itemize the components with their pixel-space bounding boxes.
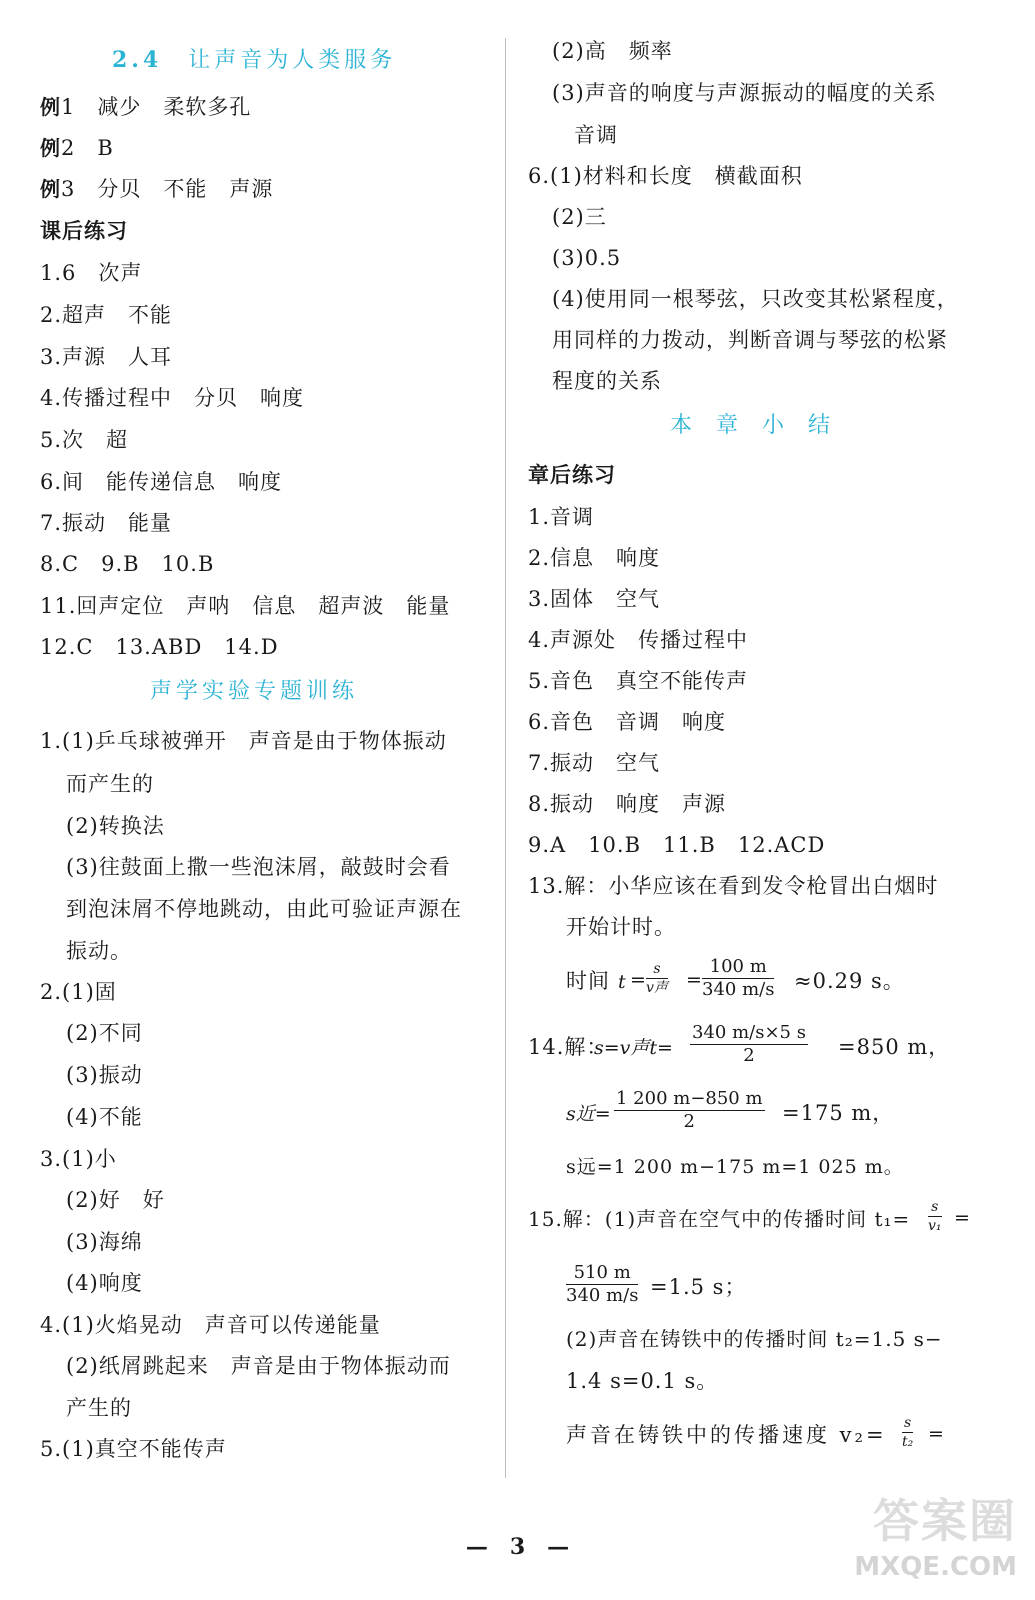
- answer-line: (2)不同: [66, 1021, 143, 1045]
- q15-eq-5: =: [928, 1423, 944, 1445]
- q13-prefix: 时间: [566, 969, 610, 993]
- fraction-denominator: 340 m/s: [566, 1285, 639, 1306]
- answer-line: 7.振动 空气: [528, 751, 661, 775]
- fraction-denominator: v₁: [928, 1218, 942, 1234]
- answer-line: 1.(1)乒乓球被弹开 声音是由于物体振动: [40, 729, 447, 753]
- q14-result-1: =850 m，: [838, 1035, 951, 1059]
- page-dash-right: —: [547, 1534, 570, 1560]
- answer-line: 到泡沫屑不停地跳动，由此可验证声源在: [66, 897, 462, 921]
- fraction-denominator: 2: [743, 1045, 755, 1066]
- q15-fraction-1: [928, 1198, 942, 1235]
- answer-line: 6.音色 音调 响度: [528, 710, 727, 734]
- answer-line: 2.信息 响度: [528, 546, 661, 570]
- page-dash-left: —: [465, 1534, 488, 1560]
- answer-line: (4)使用同一根琴弦，只改变其松紧程度，: [552, 287, 959, 311]
- fraction-denominator: 340 m/s: [702, 979, 775, 1000]
- answer-line: (3)声音的响度与声源振动的幅度的关系: [552, 81, 937, 105]
- q14-result-2: =175 m，: [782, 1101, 895, 1125]
- fraction-numerator: s: [928, 1198, 942, 1217]
- section-title-acoustics: 声学实验专题训练: [150, 679, 359, 704]
- answer-line: 开始计时。: [566, 915, 676, 939]
- q14-sym-2: s近=: [566, 1103, 611, 1125]
- q14-prefix: 14.解：: [528, 1035, 609, 1059]
- answer-line: 4.传播过程中 分贝 响度: [40, 386, 305, 410]
- example-num: 1: [61, 95, 76, 119]
- answer-line: 5.次 超: [40, 428, 129, 452]
- q15-fraction-3: [902, 1414, 913, 1451]
- answer-line: 12.C 13.ABD 14.D: [40, 635, 279, 659]
- answer-line: (3)海绵: [66, 1230, 143, 1254]
- answer-line: (2)三: [552, 205, 607, 229]
- answer-line: 13.解：小华应该在看到发令枪冒出白烟时: [528, 874, 939, 898]
- answer-line: (3)0.5: [552, 246, 622, 270]
- q13-eq1: =: [630, 969, 646, 991]
- answer-line: (2)好 好: [66, 1188, 165, 1212]
- answer-line: (2)纸屑跳起来 声音是由于物体振动而: [66, 1354, 451, 1378]
- q13-t-symbol: t: [618, 971, 626, 993]
- page-number-value: 3: [509, 1534, 526, 1560]
- example-num: 3: [61, 177, 76, 201]
- answer-line: (2)高 频率: [552, 39, 673, 63]
- answer-line: (3)往鼓面上撒一些泡沫屑，敲鼓时会看: [66, 855, 451, 879]
- answer-line: 8.C 9.B 10.B: [40, 552, 215, 576]
- fraction-numerator: s: [646, 960, 668, 979]
- q14-fraction-1: [690, 1022, 808, 1067]
- example-1: [40, 92, 251, 122]
- fraction-denominator: t₂: [902, 1434, 914, 1450]
- example-label: 例: [40, 95, 61, 119]
- answer-line: 音调: [574, 123, 618, 147]
- answer-line: 振动。: [66, 939, 132, 963]
- q15-line-3: (2)声音在铸铁中的传播时间 t₂=1.5 s−: [566, 1327, 943, 1351]
- answer-line: 3.声源 人耳: [40, 345, 173, 369]
- section-title-summary: 本章小结: [670, 413, 855, 438]
- example-3: [40, 174, 273, 204]
- section-number: 2.4: [112, 47, 163, 73]
- chapter-practice-heading: 章后练习: [528, 463, 616, 487]
- watermark-title: 答案圈: [873, 1494, 1017, 1548]
- answer-line: 5.(1)真空不能传声: [40, 1437, 227, 1461]
- fraction-denominator: v声: [646, 980, 668, 996]
- fraction-numerator: 100 m: [702, 956, 774, 979]
- column-divider: [505, 38, 506, 1478]
- answer-line: 7.振动 能量: [40, 511, 173, 535]
- answer-line: 1.6 次声: [40, 261, 143, 285]
- q14-sym-1: s=v声t=: [594, 1037, 673, 1059]
- q13-fraction-2: [702, 956, 774, 1001]
- example-2: [40, 133, 114, 163]
- fraction-numerator: 1 200 m−850 m: [616, 1088, 763, 1109]
- watermark-url: MXQE.COM: [854, 1552, 1017, 1582]
- q13-eq2: =: [686, 969, 702, 991]
- answer-line: 4.(1)火焰晃动 声音可以传递能量: [40, 1313, 381, 1337]
- example-label: 例: [40, 136, 61, 160]
- q13-fraction-1: [646, 960, 668, 997]
- answer-line: 用同样的力拨动，判断音调与琴弦的松紧: [552, 328, 948, 352]
- example-num: 2: [61, 136, 76, 160]
- answer-line: 而产生的: [66, 772, 154, 796]
- section-name: 让声音为人类服务: [188, 48, 397, 73]
- fraction-denominator: 2: [683, 1111, 695, 1132]
- answer-line: 4.声源处 传播过程中: [528, 628, 749, 652]
- example-text: 分贝 不能 声源: [97, 177, 274, 201]
- answer-line: (4)不能: [66, 1105, 143, 1129]
- answer-line: 3.固体 空气: [528, 587, 661, 611]
- q15-eq-1: =: [954, 1207, 970, 1229]
- answer-line: 程度的关系: [552, 369, 662, 393]
- q15-line-1: 15.解：(1)声音在空气中的传播时间 t₁=: [528, 1207, 911, 1231]
- fraction-numerator: 340 m/s×5 s: [692, 1022, 806, 1043]
- answer-line: 3.(1)小: [40, 1147, 117, 1171]
- answer-line: (3)振动: [66, 1063, 143, 1087]
- q15-result-2: =1.5 s；: [650, 1275, 747, 1299]
- q14-fraction-2: [614, 1088, 765, 1133]
- example-text: 减少 柔软多孔: [97, 95, 252, 119]
- watermark-logo: [835, 1490, 1025, 1590]
- answer-line: 11.回声定位 声呐 信息 超声波 能量: [40, 594, 451, 618]
- section-title-2-4: [112, 44, 396, 77]
- q13-result: ≈0.29 s。: [794, 969, 905, 993]
- q15-line-5: 声音在铸铁中的传播速度 v₂=: [566, 1423, 887, 1447]
- answer-line: 6.(1)材料和长度 横截面积: [528, 164, 803, 188]
- q15-line-4: 1.4 s=0.1 s。: [566, 1369, 719, 1393]
- answer-line: 2.(1)固: [40, 980, 117, 1004]
- q14-line-3: s远=1 200 m−175 m=1 025 m。: [566, 1156, 904, 1178]
- answer-line: 1.音调: [528, 505, 595, 529]
- example-label: 例: [40, 177, 61, 201]
- q15-fraction-2: [566, 1262, 638, 1307]
- answer-line: 产生的: [66, 1396, 132, 1420]
- fraction-numerator: 510 m: [566, 1262, 638, 1285]
- answer-line: 5.音色 真空不能传声: [528, 669, 749, 693]
- answer-line: 2.超声 不能: [40, 303, 173, 327]
- answer-line: 6.间 能传递信息 响度: [40, 470, 283, 494]
- answer-line: 9.A 10.B 11.B 12.ACD: [528, 833, 826, 857]
- practice-heading: 课后练习: [40, 219, 128, 243]
- answer-line: 8.振动 响度 声源: [528, 792, 727, 816]
- answer-line: (4)响度: [66, 1271, 143, 1295]
- answer-line: (2)转换法: [66, 814, 165, 838]
- example-text: B: [97, 136, 114, 160]
- fraction-numerator: s: [902, 1414, 913, 1433]
